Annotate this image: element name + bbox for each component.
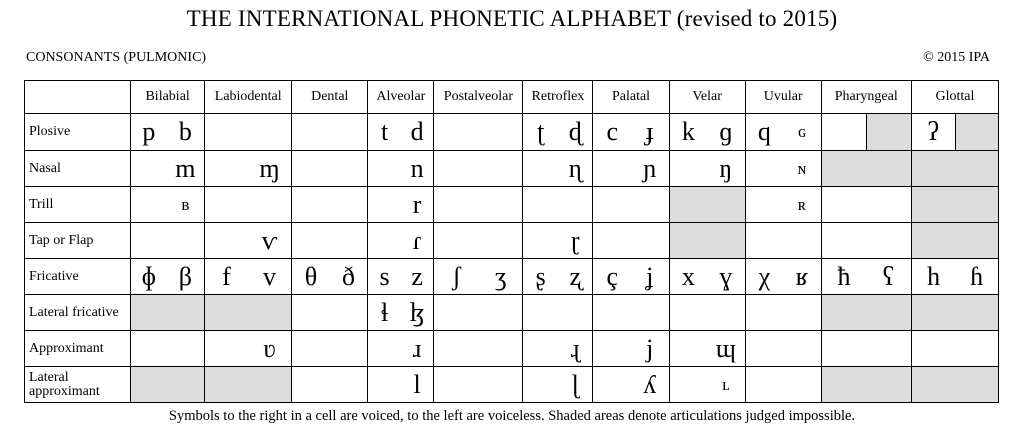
- empty-cell: [205, 187, 248, 223]
- empty-cell: [368, 151, 401, 187]
- ipa-symbol: ç: [593, 259, 631, 295]
- ipa-symbol: v: [248, 259, 292, 295]
- ipa-symbol: ʝ: [631, 259, 669, 295]
- header-row: [25, 81, 999, 114]
- ipa-symbol: ɳ: [558, 151, 593, 187]
- empty-cell: [821, 187, 866, 223]
- table-row: [25, 151, 999, 187]
- empty-cell: [434, 151, 479, 187]
- ipa-symbol: ɡ: [707, 114, 745, 151]
- manner-label: Fricative: [25, 259, 131, 295]
- empty-cell: [131, 367, 167, 403]
- empty-cell: [783, 295, 821, 331]
- empty-cell: [911, 295, 955, 331]
- empty-cell: [292, 187, 330, 223]
- empty-cell: [292, 367, 330, 403]
- ipa-symbol: ɢ: [783, 114, 821, 151]
- manner-label: Plosive: [25, 114, 131, 151]
- ipa-symbol: ɖ: [558, 114, 593, 151]
- empty-cell: [631, 295, 669, 331]
- place-header: Alveolar: [368, 81, 434, 114]
- empty-cell: [523, 151, 558, 187]
- empty-cell: [593, 187, 631, 223]
- ipa-symbol: r: [401, 187, 434, 223]
- ipa-symbol: ɹ: [401, 331, 434, 367]
- empty-cell: [292, 151, 330, 187]
- empty-cell: [523, 295, 558, 331]
- empty-cell: [330, 295, 368, 331]
- ipa-symbol: ʀ: [783, 187, 821, 223]
- empty-cell: [911, 367, 955, 403]
- empty-cell: [821, 151, 866, 187]
- ipa-symbol: θ: [292, 259, 330, 295]
- empty-cell: [523, 331, 558, 367]
- ipa-symbol: ɭ: [558, 367, 593, 403]
- empty-cell: [523, 187, 558, 223]
- empty-cell: [669, 223, 707, 259]
- place-header: Bilabial: [131, 81, 205, 114]
- place-header: Palatal: [593, 81, 669, 114]
- empty-cell: [783, 367, 821, 403]
- empty-cell: [205, 223, 248, 259]
- place-header: Pharyngeal: [821, 81, 911, 114]
- empty-cell: [434, 223, 479, 259]
- empty-cell: [955, 187, 998, 223]
- empty-cell: [821, 114, 866, 151]
- manner-label: Tap or Flap: [25, 223, 131, 259]
- empty-cell: [631, 223, 669, 259]
- empty-cell: [745, 331, 783, 367]
- empty-cell: [911, 151, 955, 187]
- ipa-symbol: m: [167, 151, 205, 187]
- ipa-symbol: β: [167, 259, 205, 295]
- ipa-symbol: b: [167, 114, 205, 151]
- table-row: [25, 331, 999, 367]
- ipa-symbol: z: [401, 259, 434, 295]
- ipa-symbol: ɲ: [631, 151, 669, 187]
- empty-cell: [707, 187, 745, 223]
- ipa-symbol: ʎ: [631, 367, 669, 403]
- empty-cell: [131, 295, 167, 331]
- empty-cell: [434, 367, 479, 403]
- empty-cell: [330, 151, 368, 187]
- ipa-symbol: ɴ: [783, 151, 821, 187]
- empty-cell: [523, 223, 558, 259]
- ipa-symbol: ʃ: [434, 259, 479, 295]
- ipa-symbol: c: [593, 114, 631, 151]
- empty-cell: [955, 367, 998, 403]
- empty-cell: [330, 114, 368, 151]
- ipa-symbol: q: [745, 114, 783, 151]
- empty-cell: [593, 367, 631, 403]
- ipa-symbol: f: [205, 259, 248, 295]
- empty-cell: [821, 331, 866, 367]
- place-header: Labiodental: [205, 81, 292, 114]
- empty-cell: [205, 331, 248, 367]
- place-header: Dental: [292, 81, 368, 114]
- empty-cell: [292, 331, 330, 367]
- empty-cell: [911, 223, 955, 259]
- empty-cell: [167, 295, 205, 331]
- empty-cell: [955, 114, 998, 151]
- corner-cell: [25, 81, 131, 114]
- empty-cell: [707, 223, 745, 259]
- empty-cell: [330, 223, 368, 259]
- empty-cell: [434, 187, 479, 223]
- table-row: [25, 223, 999, 259]
- empty-cell: [911, 187, 955, 223]
- empty-cell: [292, 223, 330, 259]
- empty-cell: [523, 367, 558, 403]
- ipa-symbol: n: [401, 151, 434, 187]
- copyright-notice: © 2015 IPA: [923, 50, 990, 65]
- place-header: Glottal: [911, 81, 998, 114]
- ipa-symbol: ħ: [821, 259, 866, 295]
- empty-cell: [593, 151, 631, 187]
- ipa-symbol: j: [631, 331, 669, 367]
- empty-cell: [631, 187, 669, 223]
- empty-cell: [593, 331, 631, 367]
- empty-cell: [558, 187, 593, 223]
- empty-cell: [434, 295, 479, 331]
- manner-label: Lateral approximant: [25, 367, 131, 403]
- empty-cell: [368, 223, 401, 259]
- empty-cell: [167, 331, 205, 367]
- ipa-symbol: s: [368, 259, 401, 295]
- empty-cell: [131, 223, 167, 259]
- empty-cell: [205, 114, 248, 151]
- empty-cell: [745, 295, 783, 331]
- ipa-symbol: ɟ: [631, 114, 669, 151]
- place-header: Uvular: [745, 81, 821, 114]
- empty-cell: [955, 295, 998, 331]
- empty-cell: [783, 331, 821, 367]
- empty-cell: [167, 367, 205, 403]
- empty-cell: [745, 367, 783, 403]
- empty-cell: [248, 367, 292, 403]
- manner-label: Lateral fricative: [25, 295, 131, 331]
- ipa-symbol: d: [401, 114, 434, 151]
- ipa-symbol: ʂ: [523, 259, 558, 295]
- ipa-symbol: p: [131, 114, 167, 151]
- ipa-symbol: k: [669, 114, 707, 151]
- ipa-symbol: h: [911, 259, 955, 295]
- empty-cell: [479, 295, 523, 331]
- empty-cell: [248, 114, 292, 151]
- empty-cell: [707, 295, 745, 331]
- ipa-symbol: ʕ: [866, 259, 911, 295]
- empty-cell: [669, 187, 707, 223]
- empty-cell: [479, 331, 523, 367]
- ipa-symbol: ⱱ: [248, 223, 292, 259]
- empty-cell: [669, 295, 707, 331]
- empty-cell: [866, 114, 911, 151]
- ipa-symbol: ʟ: [707, 367, 745, 403]
- ipa-symbol: ð: [330, 259, 368, 295]
- empty-cell: [131, 151, 167, 187]
- empty-cell: [745, 187, 783, 223]
- empty-cell: [866, 331, 911, 367]
- empty-cell: [745, 151, 783, 187]
- empty-cell: [131, 331, 167, 367]
- empty-cell: [205, 151, 248, 187]
- empty-cell: [866, 223, 911, 259]
- manner-label: Approximant: [25, 331, 131, 367]
- empty-cell: [669, 331, 707, 367]
- ipa-symbol: ɣ: [707, 259, 745, 295]
- empty-cell: [558, 295, 593, 331]
- ipa-symbol: t: [368, 114, 401, 151]
- empty-cell: [368, 367, 401, 403]
- ipa-symbol: ʈ: [523, 114, 558, 151]
- empty-cell: [205, 295, 248, 331]
- empty-cell: [434, 331, 479, 367]
- ipa-symbol: χ: [745, 259, 783, 295]
- empty-cell: [479, 367, 523, 403]
- table-row: [25, 367, 999, 403]
- table-row: [25, 187, 999, 223]
- empty-cell: [955, 223, 998, 259]
- empty-cell: [167, 223, 205, 259]
- empty-cell: [669, 151, 707, 187]
- empty-cell: [330, 367, 368, 403]
- ipa-symbol: ʒ: [479, 259, 523, 295]
- ipa-symbol: ʁ: [783, 259, 821, 295]
- ipa-symbol: ɸ: [131, 259, 167, 295]
- ipa-symbol: ɽ: [558, 223, 593, 259]
- ipa-symbol: ʐ: [558, 259, 593, 295]
- empty-cell: [479, 223, 523, 259]
- empty-cell: [479, 187, 523, 223]
- empty-cell: [292, 114, 330, 151]
- empty-cell: [368, 331, 401, 367]
- section-label: CONSONANTS (PULMONIC): [26, 50, 207, 65]
- ipa-symbol: ʙ: [167, 187, 205, 223]
- ipa-symbol: ɦ: [955, 259, 998, 295]
- ipa-symbol: ʔ: [911, 114, 955, 151]
- empty-cell: [866, 151, 911, 187]
- ipa-symbol: ɾ: [401, 223, 434, 259]
- empty-cell: [434, 114, 479, 151]
- ipa-symbol: ɱ: [248, 151, 292, 187]
- empty-cell: [669, 367, 707, 403]
- ipa-symbol: ʋ: [248, 331, 292, 367]
- empty-cell: [479, 151, 523, 187]
- ipa-symbol: ɮ: [401, 295, 434, 331]
- empty-cell: [821, 295, 866, 331]
- manner-label: Trill: [25, 187, 131, 223]
- empty-cell: [292, 295, 330, 331]
- empty-cell: [248, 295, 292, 331]
- manner-label: Nasal: [25, 151, 131, 187]
- table-row: [25, 259, 999, 295]
- empty-cell: [911, 331, 955, 367]
- empty-cell: [593, 295, 631, 331]
- ipa-symbol: l: [401, 367, 434, 403]
- place-header: Velar: [669, 81, 745, 114]
- empty-cell: [821, 223, 866, 259]
- empty-cell: [330, 331, 368, 367]
- empty-cell: [955, 331, 998, 367]
- empty-cell: [866, 367, 911, 403]
- empty-cell: [783, 223, 821, 259]
- empty-cell: [330, 187, 368, 223]
- empty-cell: [866, 187, 911, 223]
- empty-cell: [368, 187, 401, 223]
- table-row: [25, 114, 999, 151]
- consonant-table: [24, 80, 999, 403]
- place-header: Postalveolar: [434, 81, 523, 114]
- empty-cell: [866, 295, 911, 331]
- empty-cell: [205, 367, 248, 403]
- empty-cell: [955, 151, 998, 187]
- footnote: Symbols to the right in a cell are voiced, to the left are voiceless. Shaded areas denote articulations judged impossible.: [168, 408, 856, 424]
- empty-cell: [131, 187, 167, 223]
- ipa-symbol: ŋ: [707, 151, 745, 187]
- table-row: [25, 295, 999, 331]
- empty-cell: [745, 223, 783, 259]
- empty-cell: [479, 114, 523, 151]
- empty-cell: [248, 187, 292, 223]
- empty-cell: [593, 223, 631, 259]
- ipa-symbol: x: [669, 259, 707, 295]
- ipa-symbol: ɰ: [707, 331, 745, 367]
- chart-title: THE INTERNATIONAL PHONETIC ALPHABET (revised to 2015): [186, 6, 838, 31]
- place-header: Retroflex: [523, 81, 593, 114]
- ipa-symbol: ɻ: [558, 331, 593, 367]
- ipa-symbol: ɬ: [368, 295, 401, 331]
- empty-cell: [821, 367, 866, 403]
